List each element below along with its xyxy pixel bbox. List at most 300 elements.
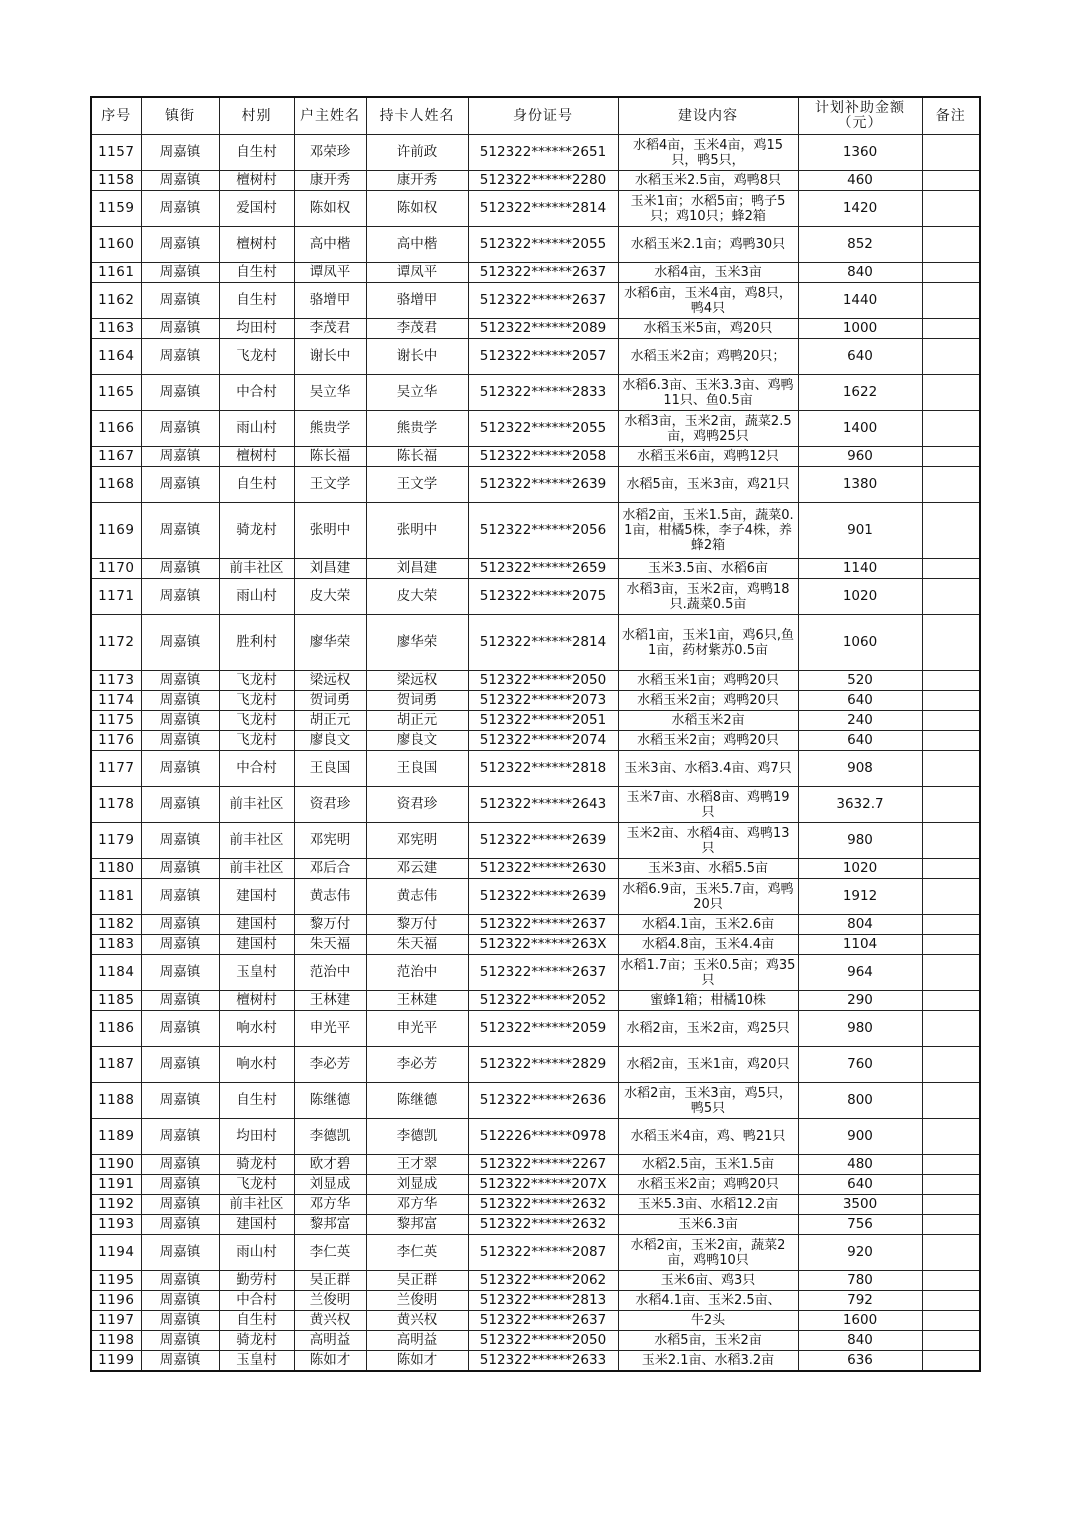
row-remark <box>922 467 980 503</box>
row-amount: 640 <box>798 1175 922 1195</box>
row-content: 水稻玉米2亩；鸡鸭20只 <box>618 731 798 751</box>
row-town: 周嘉镇 <box>141 1331 219 1351</box>
row-remark <box>922 671 980 691</box>
row-town: 周嘉镇 <box>141 615 219 671</box>
table-row <box>91 823 980 859</box>
row-cardholder: 申光平 <box>366 1011 468 1047</box>
row-town: 周嘉镇 <box>141 503 219 559</box>
table-row <box>91 1351 980 1371</box>
row-id-number: 512322******263X <box>468 935 618 955</box>
row-content: 玉米7亩、水稻8亩、鸡鸭19只 <box>618 787 798 823</box>
row-remark <box>922 751 980 787</box>
row-cardholder: 黄兴权 <box>366 1311 468 1331</box>
row-amount: 1622 <box>798 375 922 411</box>
row-content: 水稻玉米6亩，鸡鸭12只 <box>618 447 798 467</box>
row-householder: 邓后合 <box>294 859 366 879</box>
row-householder: 皮大荣 <box>294 579 366 615</box>
row-village: 飞龙村 <box>219 691 294 711</box>
row-village: 雨山村 <box>219 411 294 447</box>
row-householder: 邓方华 <box>294 1195 366 1215</box>
row-householder: 李仁英 <box>294 1235 366 1271</box>
row-householder: 梁远权 <box>294 671 366 691</box>
row-no: 1158 <box>91 171 141 191</box>
row-town: 周嘉镇 <box>141 1351 219 1371</box>
row-village: 骑龙村 <box>219 503 294 559</box>
row-town: 周嘉镇 <box>141 375 219 411</box>
row-village: 自生村 <box>219 1311 294 1331</box>
row-no: 1191 <box>91 1175 141 1195</box>
row-town: 周嘉镇 <box>141 935 219 955</box>
row-village: 响水村 <box>219 1011 294 1047</box>
row-remark <box>922 263 980 283</box>
row-cardholder: 黎邦富 <box>366 1215 468 1235</box>
row-no: 1195 <box>91 1271 141 1291</box>
row-remark <box>922 691 980 711</box>
row-householder: 刘显成 <box>294 1175 366 1195</box>
row-village: 檀树村 <box>219 171 294 191</box>
row-cardholder: 兰俊明 <box>366 1291 468 1311</box>
row-no: 1157 <box>91 135 141 171</box>
row-village: 骑龙村 <box>219 1155 294 1175</box>
row-village: 雨山村 <box>219 579 294 615</box>
row-content: 玉米2.1亩、水稻3.2亩 <box>618 1351 798 1371</box>
row-content: 水稻4亩，玉米4亩，鸡15只，鸭5只， <box>618 135 798 171</box>
row-town: 周嘉镇 <box>141 411 219 447</box>
row-town: 周嘉镇 <box>141 171 219 191</box>
row-no: 1188 <box>91 1083 141 1119</box>
row-village: 飞龙村 <box>219 671 294 691</box>
row-householder: 廖华荣 <box>294 615 366 671</box>
table-row <box>91 787 980 823</box>
row-no: 1190 <box>91 1155 141 1175</box>
row-remark <box>922 859 980 879</box>
row-householder: 邓宪明 <box>294 823 366 859</box>
row-remark <box>922 1351 980 1371</box>
row-remark <box>922 191 980 227</box>
row-householder: 李必芳 <box>294 1047 366 1083</box>
row-village: 檀树村 <box>219 227 294 263</box>
row-amount: 756 <box>798 1215 922 1235</box>
subsidy-table <box>90 96 981 1372</box>
row-no: 1179 <box>91 823 141 859</box>
row-content: 水稻5亩，玉米3亩，鸡21只 <box>618 467 798 503</box>
row-content: 水稻玉米4亩，鸡、鸭21只 <box>618 1119 798 1155</box>
table-row <box>91 991 980 1011</box>
row-no: 1177 <box>91 751 141 787</box>
row-remark <box>922 1195 980 1215</box>
row-town: 周嘉镇 <box>141 879 219 915</box>
row-cardholder: 谢长中 <box>366 339 468 375</box>
row-id-number: 512322******2637 <box>468 263 618 283</box>
row-content: 水稻玉米2亩 <box>618 711 798 731</box>
row-remark <box>922 1235 980 1271</box>
row-content: 水稻玉米2亩；鸡鸭20只； <box>618 339 798 375</box>
row-cardholder: 廖华荣 <box>366 615 468 671</box>
row-no: 1174 <box>91 691 141 711</box>
row-cardholder: 康开秀 <box>366 171 468 191</box>
row-amount: 920 <box>798 1235 922 1271</box>
table-row <box>91 879 980 915</box>
row-id-number: 512322******2267 <box>468 1155 618 1175</box>
row-amount: 964 <box>798 955 922 991</box>
row-content: 玉米3亩、水稻3.4亩、鸡7只 <box>618 751 798 787</box>
row-cardholder: 陈继德 <box>366 1083 468 1119</box>
row-cardholder: 胡正元 <box>366 711 468 731</box>
row-id-number: 512322******2630 <box>468 859 618 879</box>
row-content: 玉米5.3亩、水稻12.2亩 <box>618 1195 798 1215</box>
row-content: 玉米6亩、鸡3只 <box>618 1271 798 1291</box>
row-householder: 张明中 <box>294 503 366 559</box>
row-town: 周嘉镇 <box>141 1195 219 1215</box>
row-remark <box>922 1155 980 1175</box>
row-cardholder: 李仁英 <box>366 1235 468 1271</box>
row-village: 自生村 <box>219 263 294 283</box>
row-cardholder: 王林建 <box>366 991 468 1011</box>
row-amount: 760 <box>798 1047 922 1083</box>
row-no: 1176 <box>91 731 141 751</box>
table-row <box>91 447 980 467</box>
row-village: 胜利村 <box>219 615 294 671</box>
row-remark <box>922 503 980 559</box>
row-content: 水稻6.3亩、玉米3.3亩、鸡鸭11只、鱼0.5亩 <box>618 375 798 411</box>
row-id-number: 512322******207X <box>468 1175 618 1195</box>
row-no: 1178 <box>91 787 141 823</box>
table-row <box>91 1119 980 1155</box>
row-town: 周嘉镇 <box>141 1235 219 1271</box>
row-no: 1194 <box>91 1235 141 1271</box>
row-village: 建国村 <box>219 935 294 955</box>
row-town: 周嘉镇 <box>141 319 219 339</box>
row-no: 1186 <box>91 1011 141 1047</box>
row-no: 1182 <box>91 915 141 935</box>
row-householder: 吴立华 <box>294 375 366 411</box>
row-town: 周嘉镇 <box>141 339 219 375</box>
row-householder: 范治中 <box>294 955 366 991</box>
row-remark <box>922 171 980 191</box>
row-id-number: 512322******2050 <box>468 1331 618 1351</box>
row-householder: 贺词勇 <box>294 691 366 711</box>
row-cardholder: 高中楷 <box>366 227 468 263</box>
row-remark <box>922 375 980 411</box>
row-village: 檀树村 <box>219 991 294 1011</box>
row-amount: 980 <box>798 1011 922 1047</box>
row-content: 水稻玉米2亩；鸡鸭20只 <box>618 691 798 711</box>
row-no: 1161 <box>91 263 141 283</box>
table-row <box>91 1291 980 1311</box>
table-row <box>91 171 980 191</box>
table-row <box>91 1331 980 1351</box>
row-amount: 640 <box>798 731 922 751</box>
row-householder: 朱天福 <box>294 935 366 955</box>
table-row <box>91 1011 980 1047</box>
row-remark <box>922 579 980 615</box>
row-householder: 刘昌建 <box>294 559 366 579</box>
row-amount: 780 <box>798 1271 922 1291</box>
row-no: 1162 <box>91 283 141 319</box>
table-row <box>91 1235 980 1271</box>
row-id-number: 512226******0978 <box>468 1119 618 1155</box>
table-body <box>91 135 980 1371</box>
table-row <box>91 955 980 991</box>
table-row <box>91 691 980 711</box>
row-remark <box>922 823 980 859</box>
row-village: 自生村 <box>219 135 294 171</box>
row-remark <box>922 1011 980 1047</box>
row-id-number: 512322******2632 <box>468 1195 618 1215</box>
row-town: 周嘉镇 <box>141 1047 219 1083</box>
row-householder: 李德凯 <box>294 1119 366 1155</box>
row-cardholder: 贺词勇 <box>366 691 468 711</box>
row-amount: 1440 <box>798 283 922 319</box>
row-amount: 1104 <box>798 935 922 955</box>
row-cardholder: 王才翠 <box>366 1155 468 1175</box>
row-id-number: 512322******2075 <box>468 579 618 615</box>
row-content: 水稻3亩，玉米2亩，蔬菜2.5亩，鸡鸭25只 <box>618 411 798 447</box>
row-householder: 黎万付 <box>294 915 366 935</box>
row-no: 1159 <box>91 191 141 227</box>
row-town: 周嘉镇 <box>141 263 219 283</box>
row-id-number: 512322******2052 <box>468 991 618 1011</box>
row-householder: 李茂君 <box>294 319 366 339</box>
row-no: 1196 <box>91 1291 141 1311</box>
row-village: 飞龙村 <box>219 1175 294 1195</box>
row-village: 雨山村 <box>219 1235 294 1271</box>
row-amount: 1600 <box>798 1311 922 1331</box>
row-amount: 1000 <box>798 319 922 339</box>
row-town: 周嘉镇 <box>141 1119 219 1155</box>
row-remark <box>922 339 980 375</box>
row-remark <box>922 1047 980 1083</box>
row-no: 1193 <box>91 1215 141 1235</box>
row-town: 周嘉镇 <box>141 859 219 879</box>
row-id-number: 512322******2633 <box>468 1351 618 1371</box>
row-householder: 骆增甲 <box>294 283 366 319</box>
row-id-number: 512322******2818 <box>468 751 618 787</box>
row-cardholder: 陈如权 <box>366 191 468 227</box>
row-no: 1166 <box>91 411 141 447</box>
row-cardholder: 范治中 <box>366 955 468 991</box>
row-village: 勤劳村 <box>219 1271 294 1291</box>
row-cardholder: 邓宪明 <box>366 823 468 859</box>
row-no: 1170 <box>91 559 141 579</box>
row-content: 水稻5亩，玉米2亩 <box>618 1331 798 1351</box>
table-row <box>91 731 980 751</box>
row-householder: 资君珍 <box>294 787 366 823</box>
table-row <box>91 467 980 503</box>
header-no: 序号 <box>91 97 141 135</box>
row-cardholder: 邓云建 <box>366 859 468 879</box>
row-content: 玉米3.5亩、水稻6亩 <box>618 559 798 579</box>
row-householder: 邓荣珍 <box>294 135 366 171</box>
row-amount: 3500 <box>798 1195 922 1215</box>
row-householder: 陈如权 <box>294 191 366 227</box>
row-id-number: 512322******2059 <box>468 1011 618 1047</box>
row-householder: 吴正群 <box>294 1271 366 1291</box>
row-amount: 852 <box>798 227 922 263</box>
row-no: 1168 <box>91 467 141 503</box>
table-row <box>91 579 980 615</box>
row-cardholder: 邓方华 <box>366 1195 468 1215</box>
row-town: 周嘉镇 <box>141 991 219 1011</box>
row-no: 1163 <box>91 319 141 339</box>
row-village: 中合村 <box>219 1291 294 1311</box>
row-village: 爱国村 <box>219 191 294 227</box>
row-householder: 熊贵学 <box>294 411 366 447</box>
row-content: 水稻2亩，玉米2亩，鸡25只 <box>618 1011 798 1047</box>
row-cardholder: 谭凤平 <box>366 263 468 283</box>
row-remark <box>922 135 980 171</box>
table-row <box>91 751 980 787</box>
row-town: 周嘉镇 <box>141 135 219 171</box>
row-householder: 王文学 <box>294 467 366 503</box>
row-id-number: 512322******2051 <box>468 711 618 731</box>
table-row <box>91 935 980 955</box>
row-amount: 792 <box>798 1291 922 1311</box>
row-cardholder: 刘显成 <box>366 1175 468 1195</box>
row-id-number: 512322******2829 <box>468 1047 618 1083</box>
row-cardholder: 骆增甲 <box>366 283 468 319</box>
row-householder: 高明益 <box>294 1331 366 1351</box>
row-cardholder: 许前政 <box>366 135 468 171</box>
row-content: 水稻4.1亩，玉米2.6亩 <box>618 915 798 935</box>
row-remark <box>922 711 980 731</box>
row-village: 中合村 <box>219 751 294 787</box>
row-village: 骑龙村 <box>219 1331 294 1351</box>
row-cardholder: 王文学 <box>366 467 468 503</box>
header-content: 建设内容 <box>618 97 798 135</box>
header-cardholder: 持卡人姓名 <box>366 97 468 135</box>
table-row <box>91 1175 980 1195</box>
row-town: 周嘉镇 <box>141 579 219 615</box>
row-town: 周嘉镇 <box>141 955 219 991</box>
row-no: 1189 <box>91 1119 141 1155</box>
table-row <box>91 339 980 375</box>
row-cardholder: 李必芳 <box>366 1047 468 1083</box>
row-content: 水稻玉米1亩；鸡鸭20只 <box>618 671 798 691</box>
table-row <box>91 319 980 339</box>
row-cardholder: 吴正群 <box>366 1271 468 1291</box>
row-amount: 1140 <box>798 559 922 579</box>
table-row <box>91 615 980 671</box>
row-cardholder: 陈如才 <box>366 1351 468 1371</box>
row-id-number: 512322******2639 <box>468 467 618 503</box>
row-remark <box>922 1271 980 1291</box>
row-id-number: 512322******2057 <box>468 339 618 375</box>
row-town: 周嘉镇 <box>141 1311 219 1331</box>
row-id-number: 512322******2050 <box>468 671 618 691</box>
row-amount: 1400 <box>798 411 922 447</box>
row-amount: 240 <box>798 711 922 731</box>
row-town: 周嘉镇 <box>141 671 219 691</box>
header-remark: 备注 <box>922 97 980 135</box>
row-id-number: 512322******2651 <box>468 135 618 171</box>
table-row <box>91 375 980 411</box>
row-cardholder: 皮大荣 <box>366 579 468 615</box>
table-row <box>91 503 980 559</box>
row-id-number: 512322******2058 <box>468 447 618 467</box>
row-content: 蜜蜂1箱；柑橘10株 <box>618 991 798 1011</box>
row-content: 水稻2亩，玉米1亩，鸡20只 <box>618 1047 798 1083</box>
table-row <box>91 711 980 731</box>
row-id-number: 512322******2637 <box>468 283 618 319</box>
table-row <box>91 191 980 227</box>
row-village: 飞龙村 <box>219 731 294 751</box>
row-village: 均田村 <box>219 319 294 339</box>
row-amount: 900 <box>798 1119 922 1155</box>
row-village: 中合村 <box>219 375 294 411</box>
row-cardholder: 刘昌建 <box>366 559 468 579</box>
table-row <box>91 1195 980 1215</box>
row-no: 1175 <box>91 711 141 731</box>
row-id-number: 512322******2055 <box>468 411 618 447</box>
row-remark <box>922 1119 980 1155</box>
row-cardholder: 李茂君 <box>366 319 468 339</box>
table-row <box>91 1047 980 1083</box>
row-village: 自生村 <box>219 467 294 503</box>
row-remark <box>922 1331 980 1351</box>
row-town: 周嘉镇 <box>141 283 219 319</box>
row-amount: 480 <box>798 1155 922 1175</box>
row-id-number: 512322******2643 <box>468 787 618 823</box>
row-town: 周嘉镇 <box>141 711 219 731</box>
row-town: 周嘉镇 <box>141 191 219 227</box>
row-town: 周嘉镇 <box>141 691 219 711</box>
row-village: 檀树村 <box>219 447 294 467</box>
row-id-number: 512322******2074 <box>468 731 618 751</box>
row-town: 周嘉镇 <box>141 823 219 859</box>
row-id-number: 512322******2637 <box>468 915 618 935</box>
row-content: 水稻玉米2.1亩；鸡鸭30只 <box>618 227 798 263</box>
table-row <box>91 1311 980 1331</box>
row-content: 水稻2亩，玉米2亩，蔬菜2亩，鸡鸭10只 <box>618 1235 798 1271</box>
row-content: 水稻3亩，玉米2亩，鸡鸭18只.蔬菜0.5亩 <box>618 579 798 615</box>
row-town: 周嘉镇 <box>141 731 219 751</box>
row-id-number: 512322******2639 <box>468 879 618 915</box>
row-amount: 1912 <box>798 879 922 915</box>
row-householder: 黎邦富 <box>294 1215 366 1235</box>
row-village: 玉皇村 <box>219 1351 294 1371</box>
row-id-number: 512322******2062 <box>468 1271 618 1291</box>
row-no: 1172 <box>91 615 141 671</box>
row-amount: 3632.7 <box>798 787 922 823</box>
row-cardholder: 李德凯 <box>366 1119 468 1155</box>
row-village: 前丰社区 <box>219 859 294 879</box>
row-content: 水稻6亩，玉米4亩，鸡8只，鸭4只 <box>618 283 798 319</box>
row-amount: 800 <box>798 1083 922 1119</box>
row-content: 水稻玉米2亩；鸡鸭20只 <box>618 1175 798 1195</box>
table-row <box>91 411 980 447</box>
table-row <box>91 227 980 263</box>
row-town: 周嘉镇 <box>141 1291 219 1311</box>
row-village: 响水村 <box>219 1047 294 1083</box>
row-cardholder: 黎万付 <box>366 915 468 935</box>
table-row <box>91 1271 980 1291</box>
row-amount: 840 <box>798 263 922 283</box>
row-content: 玉米2亩、水稻4亩、鸡鸭13只 <box>618 823 798 859</box>
table-row <box>91 1083 980 1119</box>
row-town: 周嘉镇 <box>141 915 219 935</box>
row-cardholder: 资君珍 <box>366 787 468 823</box>
row-village: 自生村 <box>219 1083 294 1119</box>
row-id-number: 512322******2814 <box>468 191 618 227</box>
row-amount: 640 <box>798 339 922 375</box>
row-village: 建国村 <box>219 915 294 935</box>
row-remark <box>922 1175 980 1195</box>
row-remark <box>922 1083 980 1119</box>
table-row <box>91 859 980 879</box>
row-remark <box>922 1291 980 1311</box>
row-no: 1173 <box>91 671 141 691</box>
